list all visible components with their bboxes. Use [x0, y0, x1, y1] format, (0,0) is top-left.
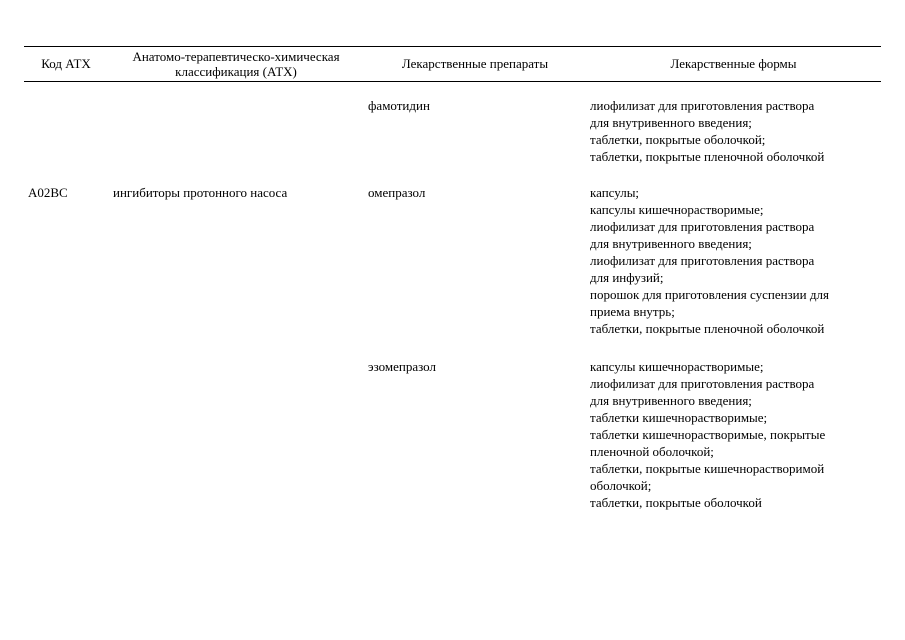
- dosage-form-line: оболочкой;: [590, 478, 652, 493]
- dosage-form-line: таблетки, покрытые оболочкой: [590, 495, 762, 510]
- dosage-form-line: для внутривенного введения;: [590, 115, 752, 130]
- dosage-form-line: капсулы;: [590, 185, 640, 200]
- header-atc-classification-line1: Анатомо-терапевтическо-химическая: [132, 48, 340, 64]
- drug-name: омепразол: [368, 185, 426, 200]
- dosage-form-line: капсулы кишечнорастворимые;: [590, 359, 764, 374]
- dosage-form-line: таблетки, покрытые оболочкой;: [590, 132, 766, 147]
- atc-code: A02BC: [28, 185, 68, 200]
- dosage-form-line: капсулы кишечнорастворимые;: [590, 202, 764, 217]
- dosage-form-line: приема внутрь;: [590, 304, 675, 319]
- dosage-form-line: лиофилизат для приготовления раствора: [590, 98, 815, 113]
- header-drugs: Лекарственные препараты: [401, 56, 549, 71]
- dosage-form-line: лиофилизат для приготовления раствора: [590, 219, 815, 234]
- dosage-form-line: таблетки, покрытые кишечнорастворимой: [590, 461, 825, 476]
- dosage-form-line: для внутривенного введения;: [590, 236, 752, 251]
- dosage-forms: [590, 97, 824, 165]
- dosage-form-line: таблетки кишечнорастворимые, покрытые: [590, 427, 826, 442]
- dosage-form-line: таблетки, покрытые пленочной оболочкой: [590, 321, 825, 336]
- dosage-forms: [590, 184, 829, 337]
- dosage-form-line: порошок для приготовления суспензии для: [590, 287, 829, 302]
- dosage-form-line: лиофилизат для приготовления раствора: [590, 376, 815, 391]
- dosage-form-line: пленочной оболочкой;: [590, 444, 714, 459]
- dosage-forms: [590, 358, 825, 511]
- dosage-form-line: для внутривенного введения;: [590, 393, 752, 408]
- drug-name: фамотидин: [368, 98, 430, 113]
- drug-name: эзомепразол: [368, 359, 436, 374]
- header-atc-code: Код АТХ: [41, 56, 91, 71]
- atc-classification: ингибиторы протонного насоса: [113, 185, 288, 200]
- dosage-form-line: таблетки кишечнорастворимые;: [590, 410, 768, 425]
- header-atc-classification-line2: классификация (АТХ): [175, 63, 297, 79]
- table-header-rule: [24, 81, 881, 82]
- header-atc-classification: [108, 46, 364, 81]
- dosage-form-line: лиофилизат для приготовления раствора: [590, 253, 815, 268]
- dosage-form-line: для инфузий;: [590, 270, 664, 285]
- header-dosage-forms: Лекарственные формы: [670, 56, 797, 71]
- dosage-form-line: таблетки, покрытые пленочной оболочкой: [590, 149, 825, 164]
